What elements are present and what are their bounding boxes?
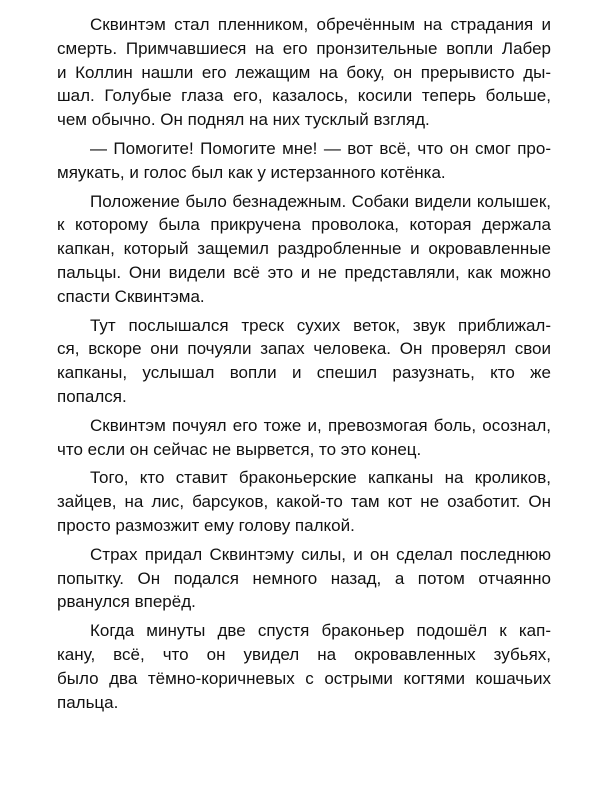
text-line: смерть. Примчавшиеся на его пронзительные вопли Лабер [57,38,551,58]
text-line: Страх придал Сквинтэму силы, и он сделал последнюю [90,544,551,564]
text-line: рванулся вперёд. [57,592,196,612]
paragraph-8 [57,619,551,714]
text-line: кану, всё, что он увидел на окровавленных зубьях, [57,644,551,664]
text-line: попался. [57,386,127,406]
paragraph-2 [57,137,551,185]
text-line: Того, кто ставит браконьерские капканы на кроликов, [90,468,551,488]
text-line: зайцев, на лис, барсуков, какой-то там кот не озаботит. Он [57,492,551,512]
paragraph-3 [57,190,551,309]
text-line: попытку. Он подался немного назад, а потом отчаянно [57,568,551,588]
text-line: ся, вскоре они почуяли запах человека. Он проверял свои [57,339,551,359]
text-line: Сквинтэм почуял его тоже и, превозмогая боль, осознал, [90,415,551,435]
text-line: шал. Голубые глаза его, казалось, косили теперь больше, [57,86,551,106]
text-line: чем обычно. Он поднял на них тусклый взгляд. [57,110,430,130]
text-line: — Помогите! Помогите мне! — вот всё, что он смог про- [90,138,551,158]
text-line: и Коллин нашли его лежащим на боку, он прерывисто ды- [57,62,551,82]
text-line: Когда минуты две спустя браконьер подошёл к кап- [90,621,551,641]
paragraph-6 [57,466,551,537]
text-line: просто размозжит ему голову палкой. [57,515,355,535]
text-body [57,13,551,719]
text-line: к которому была прикручена проволока, которая держала [57,215,551,235]
text-line: Тут послышался треск сухих веток, звук приближал- [90,315,551,335]
text-line: что если он сейчас не вырвется, то это конец. [57,439,422,459]
text-line: Сквинтэм стал пленником, обречённым на страдания и [90,15,551,34]
paragraph-5 [57,414,551,462]
paragraph-1 [57,13,551,132]
paragraph-4 [57,314,551,409]
text-line: спасти Сквинтэма. [57,286,205,306]
paragraph-7 [57,543,551,614]
text-line: капканы, услышал вопли и спешил разузнать, кто же [57,363,551,383]
text-line: мяукать, и голос был как у истерзанного котёнка. [57,162,446,182]
text-line: пальца. [57,692,119,712]
text-line: было два тёмно-коричневых с острыми когтями кошачьих [57,668,551,688]
text-line: пальцы. Они видели всё это и не представляли, как можно [57,262,551,282]
text-line: Положение было безнадежным. Собаки видели колышек, [90,191,551,211]
text-line: капкан, который защемил раздробленные и окровавленные [57,239,551,259]
